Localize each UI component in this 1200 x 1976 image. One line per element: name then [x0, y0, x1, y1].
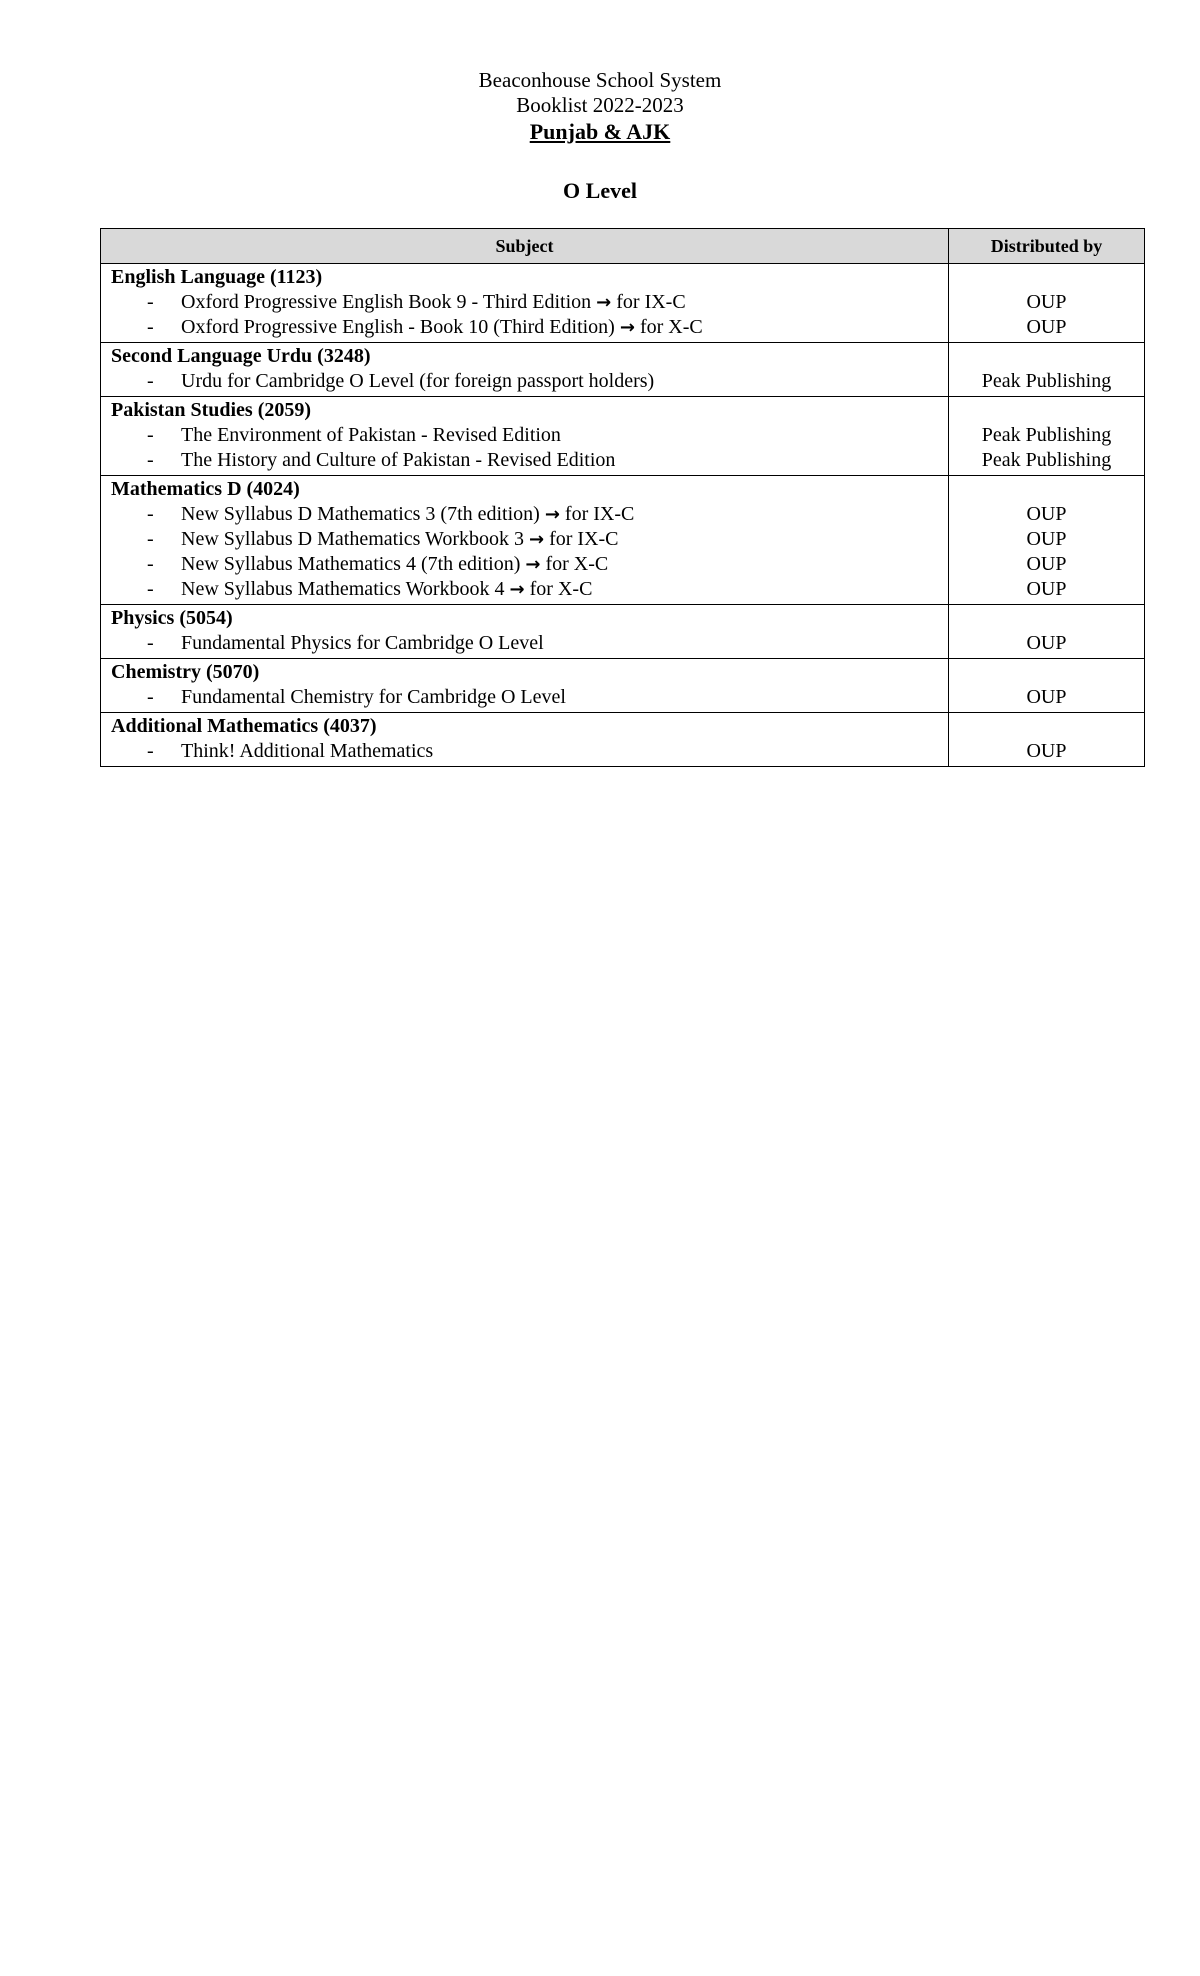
distributor-name: Peak Publishing — [981, 449, 1112, 471]
list-dash: - — [147, 370, 154, 392]
subject-row — [101, 476, 1145, 605]
book-title: Oxford Progressive English - Book 10 (Third Edition) — [181, 316, 615, 338]
list-dash: - — [147, 686, 154, 708]
book-title-line — [181, 552, 608, 577]
subject-cell — [101, 605, 949, 659]
book-title: Fundamental Physics for Cambridge O Level — [181, 632, 544, 654]
class-target: for IX-C — [616, 291, 686, 313]
book-title: New Syllabus D Mathematics 3 (7th edition) — [181, 503, 540, 525]
arrow-right-icon: → — [544, 504, 560, 525]
book-title-line — [181, 527, 619, 552]
distributor-name: OUP — [1026, 291, 1067, 313]
book-item — [111, 315, 948, 340]
subject-title: Additional Mathematics (4037) — [111, 715, 377, 737]
book-item — [111, 527, 948, 552]
book-title: Urdu for Cambridge O Level (for foreign passport holders) — [181, 370, 655, 392]
book-title-line — [181, 448, 615, 473]
book-item — [111, 502, 948, 527]
booklist-table — [100, 228, 1145, 767]
distributor-cell — [949, 476, 1145, 605]
list-dash: - — [147, 291, 154, 313]
distributor-name: OUP — [1026, 740, 1067, 762]
subject-cell — [101, 264, 949, 343]
distributor-name: OUP — [1026, 578, 1067, 600]
book-title: New Syllabus Mathematics Workbook 4 — [181, 578, 505, 600]
book-title-line — [181, 502, 634, 527]
distributor-cell — [949, 343, 1145, 397]
subject-title: Physics (5054) — [111, 607, 233, 629]
distributor-name: OUP — [1026, 316, 1067, 338]
subject-row — [101, 659, 1145, 713]
book-item — [111, 685, 948, 710]
booklist-year: Booklist 2022-2023 — [516, 93, 684, 117]
book-item — [111, 577, 948, 602]
book-title-line — [181, 631, 544, 656]
subject-row — [101, 264, 1145, 343]
distributor-name: OUP — [1026, 686, 1067, 708]
book-title: Fundamental Chemistry for Cambridge O Level — [181, 686, 566, 708]
region-title: Punjab & AJK — [529, 119, 671, 144]
distributor-name: OUP — [1026, 632, 1067, 654]
distributor-cell — [949, 659, 1145, 713]
class-target: for IX-C — [564, 503, 635, 525]
distributor-cell — [949, 397, 1145, 476]
arrow-right-icon: → — [596, 292, 612, 313]
arrow-right-icon: → — [619, 317, 635, 338]
book-title-line — [181, 577, 592, 602]
book-title-line — [181, 315, 703, 340]
book-item — [111, 739, 948, 764]
list-dash: - — [147, 316, 154, 338]
book-title-line — [181, 369, 654, 394]
list-dash: - — [147, 528, 154, 550]
subject-title: Pakistan Studies (2059) — [111, 399, 312, 421]
book-title-line — [181, 423, 561, 448]
book-title: The History and Culture of Pakistan - Revised Edition — [181, 449, 616, 471]
arrow-right-icon: → — [525, 554, 541, 575]
book-title: The Environment of Pakistan - Revised Edition — [181, 424, 561, 446]
book-item — [111, 552, 948, 577]
subject-title: Chemistry (5070) — [111, 661, 260, 683]
list-dash: - — [147, 424, 154, 446]
document-header — [0, 68, 1200, 145]
class-target: for X-C — [529, 578, 593, 600]
list-dash: - — [147, 632, 154, 654]
subject-cell — [101, 713, 949, 767]
book-title: New Syllabus D Mathematics Workbook 3 — [181, 528, 524, 550]
subject-cell — [101, 476, 949, 605]
list-dash: - — [147, 578, 154, 600]
subject-column-header: Subject — [101, 229, 949, 264]
distributor-name: OUP — [1026, 528, 1067, 550]
book-item — [111, 423, 948, 448]
book-item — [111, 448, 948, 473]
class-target: for IX-C — [549, 528, 619, 550]
subject-title: Second Language Urdu (3248) — [111, 345, 371, 367]
subject-cell — [101, 343, 949, 397]
subject-title: English Language (1123) — [111, 266, 323, 288]
arrow-right-icon: → — [528, 529, 545, 550]
book-item — [111, 369, 948, 394]
book-title-line — [181, 290, 686, 315]
list-dash: - — [147, 740, 154, 762]
book-title: New Syllabus Mathematics 4 (7th edition) — [181, 553, 521, 575]
list-dash: - — [147, 449, 154, 471]
book-title-line — [181, 739, 433, 764]
subject-row — [101, 605, 1145, 659]
booklist-body — [101, 264, 1145, 767]
distributed-by-column-header: Distributed by — [949, 229, 1145, 264]
table-header-row — [101, 229, 1145, 264]
distributor-name: OUP — [1026, 553, 1067, 575]
list-dash: - — [147, 553, 154, 575]
distributor-name: OUP — [1026, 503, 1067, 525]
distributor-cell — [949, 605, 1145, 659]
distributor-name: Peak Publishing — [981, 424, 1112, 446]
subject-cell — [101, 659, 949, 713]
level-title: O Level — [563, 178, 637, 203]
distributor-cell — [949, 713, 1145, 767]
distributor-name: Peak Publishing — [981, 370, 1112, 392]
subject-row — [101, 343, 1145, 397]
book-title: Oxford Progressive English Book 9 - Third Edition — [181, 291, 592, 313]
subject-title: Mathematics D (4024) — [111, 478, 300, 500]
book-item — [111, 631, 948, 656]
school-name: Beaconhouse School System — [478, 68, 722, 92]
class-target: for X-C — [545, 553, 609, 575]
book-item — [111, 290, 948, 315]
book-title: Think! Additional Mathematics — [181, 740, 434, 762]
list-dash: - — [147, 503, 154, 525]
subject-row — [101, 713, 1145, 767]
arrow-right-icon: → — [509, 579, 525, 600]
subject-row — [101, 397, 1145, 476]
book-title-line — [181, 685, 566, 710]
distributor-cell — [949, 264, 1145, 343]
subject-cell — [101, 397, 949, 476]
class-target: for X-C — [639, 316, 703, 338]
